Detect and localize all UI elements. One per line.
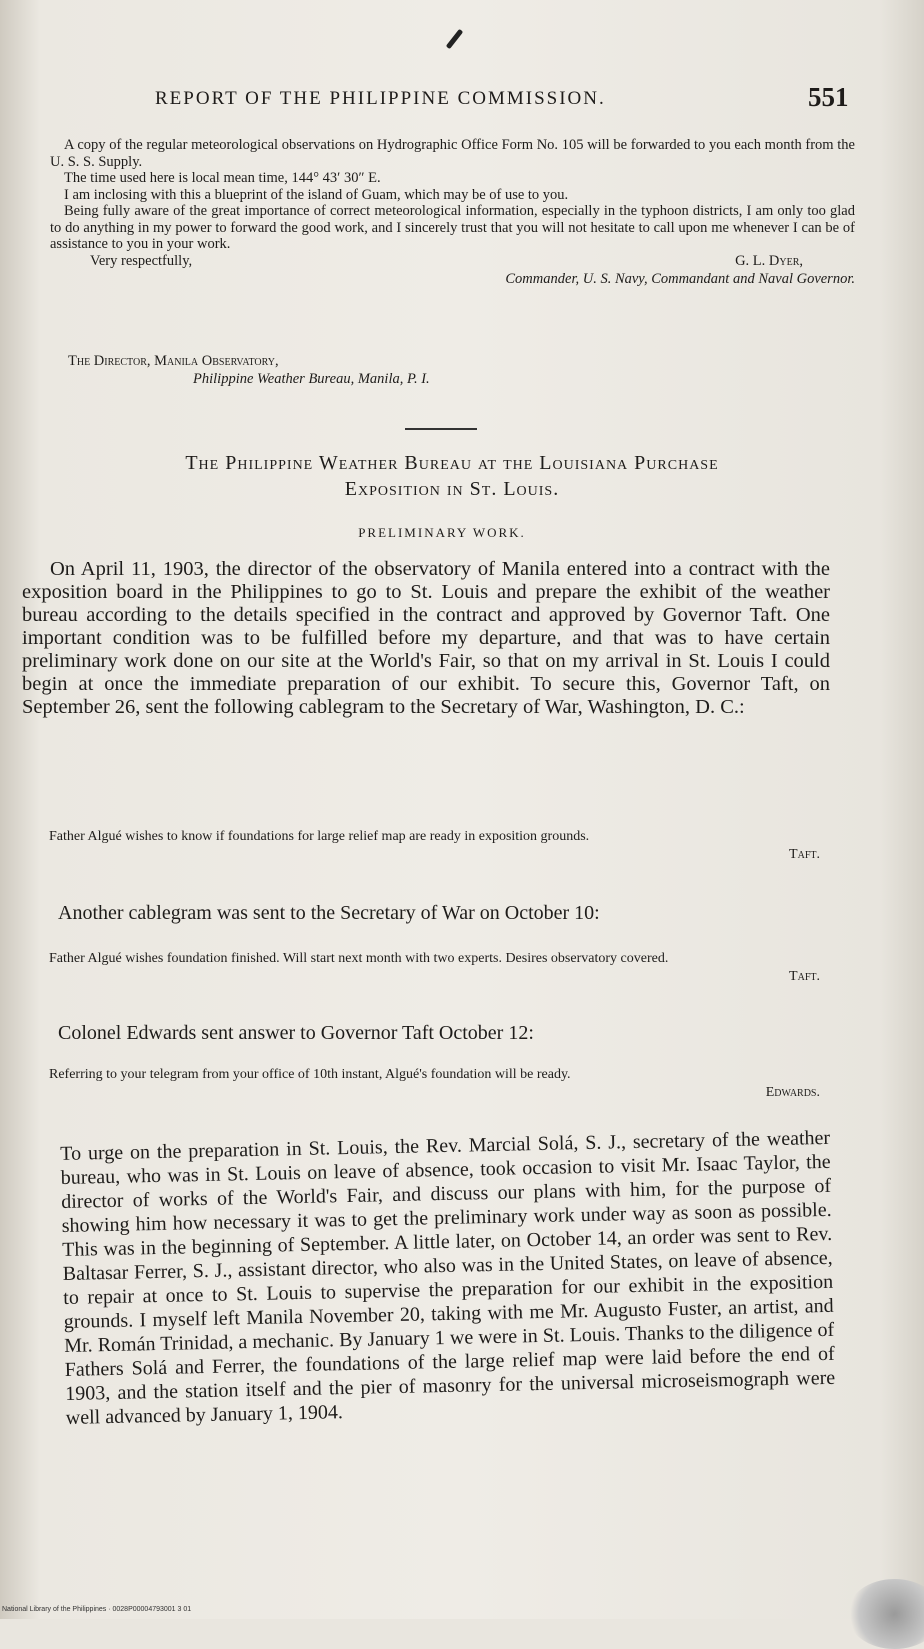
- body-paragraph: [60, 1126, 836, 1430]
- paragraph-text: To urge on the preparation in St. Louis, the Rev. Marcial Solá, S. J., secretary of the weather bureau, who was in St. Louis on leave of absence, took occasion to visit Mr. Isaac Taylor, the director of works of the World's Fair, and discuss our plans with him, for the purpose of showing him how necessary it was to get the preliminary work under way as soon as possible. This was in the beginning of September. A little later, on October 14, an order was sent to Rev. Baltasar Ferrer, S. J., assistant director, who also was in the United States, on leave of absence, to repair at once to St. Louis to supervise the preparation for our exhibit in the exposition grounds. I myself left Manila November 20, taking with me Mr. Augusto Fuster, an artist, and Mr. Román Trinidad, a mechanic. By January 1 we were in St. Louis. Thanks to the diligence of Fathers Solá and Ferrer, the foundations of the large relief map were laid before the end of 1903, and the station itself and the pier of masonry for the universal microseismograph were well advanced by January 1, 1904.: [60, 1126, 836, 1429]
- addressee-block: [68, 352, 430, 388]
- closing: Very respectfully,: [90, 252, 193, 269]
- library-tag: National Library of the Philippines · 0028P00004793001 3 01: [2, 1606, 192, 1613]
- letter-paragraph: The time used here is local mean time, 144° 43′ 30″ E.: [64, 170, 381, 186]
- page-number: 551: [808, 82, 849, 112]
- addressee-location: Philippine Weather Bureau, Manila, P. I.: [193, 371, 430, 387]
- lead-sentence: Colonel Edwards sent answer to Governor Taft October 12:: [58, 1022, 534, 1044]
- lead-sentence: Another cablegram was sent to the Secretary of War on October 10:: [58, 902, 600, 924]
- paragraph-text: On April 11, 1903, the director of the observatory of Manila entered into a contract with the exposition board in the Philippines to go to St. Louis and prepare the exhibit of the weather bureau according to the details specified in the contract and approved by Governor Taft. One important condition was to be fulfilled before my departure, and that was to have certain preliminary work done on our site at the World's Fair, so that on my arrival in St. Louis I could begin at once the immediate preparation of our exhibit. To secure this, Governor Taft, on September 26, sent the following cablegram to the Secretary of War, Washington, D. C.:: [22, 558, 830, 718]
- cablegram-quote: [35, 828, 828, 864]
- quote-signer: Taft.: [789, 847, 820, 862]
- quote-signer: Edwards.: [765, 1085, 820, 1100]
- addressee: The Director, Manila Observatory,: [68, 353, 279, 369]
- running-head: REPORT OF THE PHILIPPINE COMMISSION.: [155, 88, 606, 109]
- pencil-mark: [446, 29, 463, 49]
- signature-line: [50, 253, 855, 270]
- section-title-line: Exposition in St. Louis.: [344, 478, 560, 500]
- quote-text: Referring to your telegram from your office of 10th instant, Algué's foundation will be ready.: [49, 1067, 571, 1082]
- letter-block: [50, 137, 855, 288]
- signer-title: Commander, U. S. Navy, Commandant and Naval Governor.: [505, 271, 855, 287]
- quote-signer: Taft.: [789, 969, 820, 984]
- quote-text: Father Algué wishes to know if foundations for large relief map are ready in exposition grounds.: [49, 829, 590, 844]
- cablegram-quote: [35, 950, 828, 986]
- body-paragraph: [22, 558, 830, 719]
- scan-artifact: [847, 1579, 924, 1649]
- subheading: PRELIMINARY WORK.: [358, 525, 526, 540]
- letter-paragraph: A copy of the regular meteorological observations on Hydrographic Office Form No. 105 will be forwarded to you each month from the U. S. S. Supply.: [50, 137, 855, 170]
- section-divider: [405, 428, 477, 430]
- section-title: [20, 450, 884, 502]
- cablegram-quote: [35, 1066, 828, 1102]
- letter-paragraph: Being fully aware of the great importance of correct meteorological information, especially in the typhoon districts, I am only too glad to do anything in my power to forward the good work, and I sincerely trust that you will not hesitate to call upon me whenever I can be of assistance to you in your work.: [50, 203, 855, 252]
- signer-name: G. L. Dyer,: [735, 252, 803, 269]
- section-title-line: The Philippine Weather Bureau at the Louisiana Purchase: [185, 452, 719, 474]
- quote-text: Father Algué wishes foundation finished. Will start next month with two experts. Desires observatory covered.: [49, 951, 669, 966]
- letter-paragraph: I am inclosing with this a blueprint of the island of Guam, which may be of use to you.: [64, 186, 569, 203]
